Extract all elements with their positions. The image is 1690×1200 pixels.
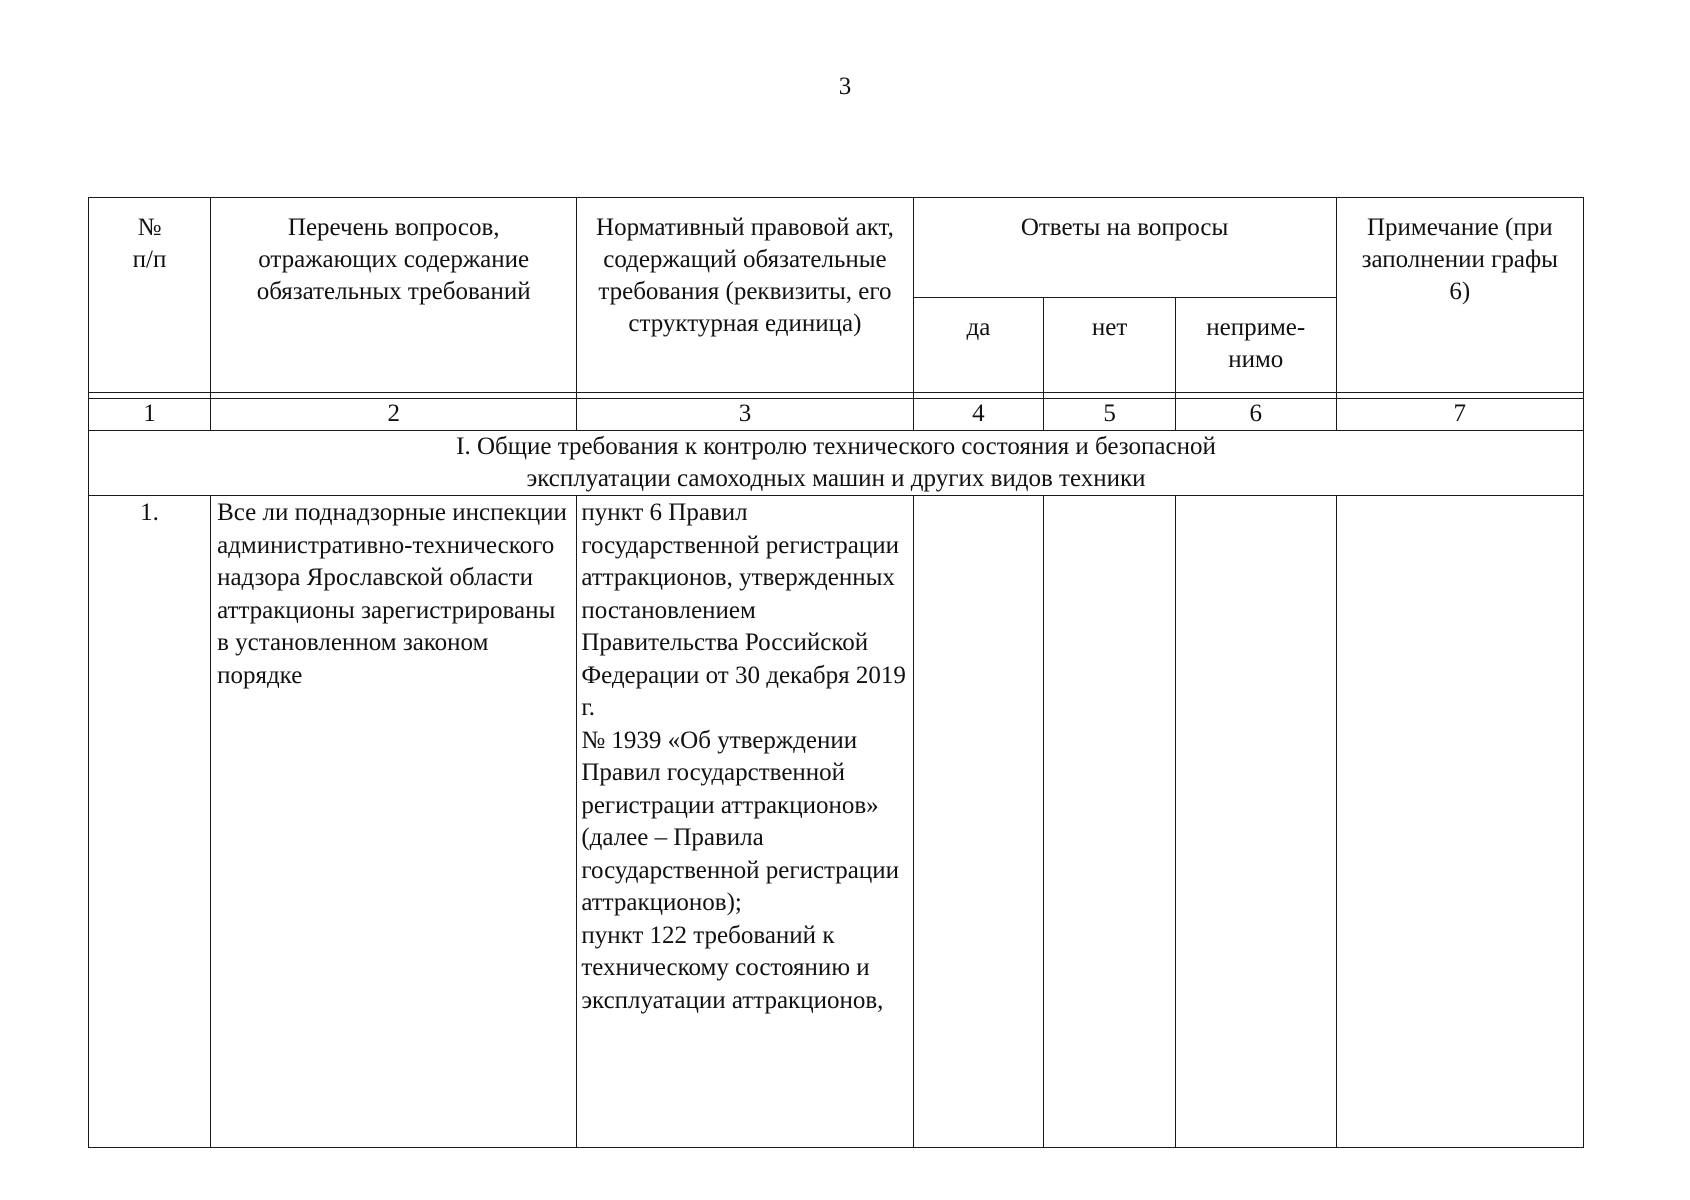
header-col-note — [1336, 198, 1583, 393]
answer-yes-cell[interactable] — [913, 496, 1044, 1148]
header-answer-yes — [913, 298, 1044, 393]
section-heading-row — [89, 431, 1584, 496]
header-col-questions-label: Перечень вопросов, отражающих содержание обязательных требований — [256, 214, 531, 305]
header-col-legal-act-label: Нормативный правовой акт, содержащий обязательные требования (реквизиты, его структурная единица) — [596, 214, 894, 337]
header-col-note-label: Примечание (при заполнении графы 6) — [1361, 214, 1558, 305]
header-answer-no — [1044, 298, 1176, 393]
column-number-cell: 6 — [1175, 399, 1336, 431]
answer-no-cell[interactable] — [1044, 496, 1176, 1148]
header-answers-group-label: Ответы на вопросы — [1020, 214, 1229, 241]
header-col-number — [89, 198, 211, 393]
section-heading: I. Общие требования к контролю технического состояния и безопасной эксплуатации самоходных машин и других видов техники — [89, 431, 1584, 496]
column-number-cell: 5 — [1044, 399, 1176, 431]
header-row — [89, 198, 1584, 298]
header-answer-not-applicable — [1175, 298, 1336, 393]
column-number-cell: 1 — [89, 399, 211, 431]
table-row — [89, 496, 1584, 1148]
column-number-cell: 2 — [211, 399, 577, 431]
header-answer-no-label: нет — [1091, 314, 1128, 341]
column-number-cell: 4 — [913, 399, 1044, 431]
note-cell[interactable] — [1336, 496, 1583, 1148]
checklist-table — [88, 197, 1584, 1148]
page-number: 3 — [838, 73, 852, 100]
header-answers-group — [913, 198, 1336, 298]
header-answer-yes-label: да — [966, 314, 991, 341]
column-number-cell: 3 — [577, 399, 913, 431]
header-col-number-label: № п/п — [132, 214, 167, 273]
answer-not-applicable-cell[interactable] — [1175, 496, 1336, 1148]
row-number-cell: 1. — [89, 496, 211, 1148]
question-cell: Все ли поднадзорные инспекции административно-технического надзора Ярославской области аттракционы зарегистрированы в установленном законом порядке — [211, 496, 577, 1148]
column-number-row — [89, 399, 1584, 431]
column-number-cell: 7 — [1336, 399, 1583, 431]
header-col-legal-act — [577, 198, 913, 393]
header-answer-not-applicable-label: неприме- нимо — [1206, 314, 1306, 373]
legal-act-cell: пункт 6 Правил государственной регистрации аттракционов, утвержденных постановлением Правительства Российской Федерации от 30 декабря 2019 г. № 1939 «Об утверждении Правил государственной регистрации аттракционов» (далее – Правила государственной регистрации аттракционов); пункт 122 требований к техническому состоянию и эксплуатации аттракционов, — [577, 496, 913, 1148]
header-col-questions — [211, 198, 577, 393]
